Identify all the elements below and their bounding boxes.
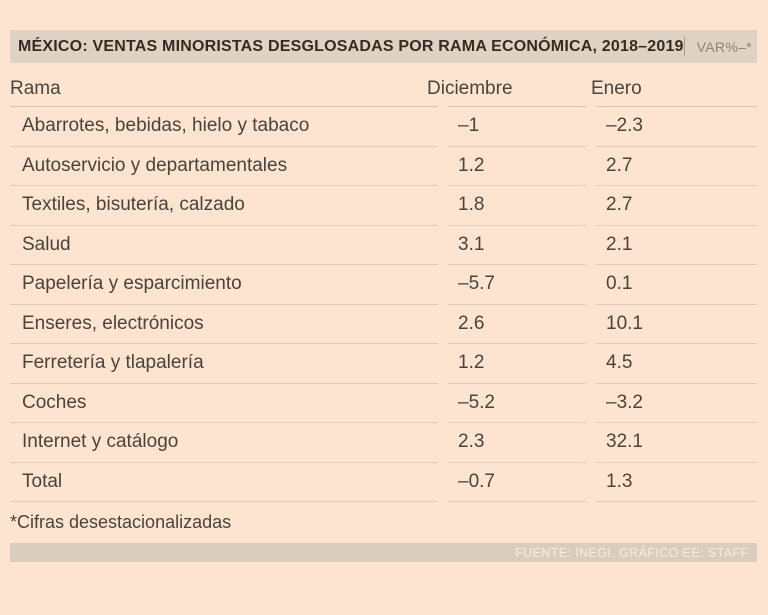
data-table: [10, 63, 757, 502]
table-header-row: [10, 63, 757, 107]
row-diciembre-cell: 3.1: [448, 226, 586, 266]
footnote-text: *Cifras desestacionalizadas: [10, 512, 232, 532]
row-diciembre-cell: –0.7: [448, 463, 586, 503]
column-header-diciembre: [427, 63, 586, 107]
row-rama-cell: Enseres, electrónicos: [10, 305, 438, 345]
row-diciembre-cell: –1: [448, 107, 586, 147]
column-header-enero: [591, 63, 757, 107]
table-row: [10, 423, 757, 463]
table-row: [10, 463, 757, 503]
table-row: [10, 305, 757, 345]
table-row: [10, 344, 757, 384]
row-diciembre-cell: 2.3: [448, 423, 586, 463]
table-row: [10, 147, 757, 187]
table-body: [10, 107, 757, 502]
row-enero-cell: 1.3: [596, 463, 757, 503]
page-title: MÉXICO: VENTAS MINORISTAS DESGLOSADAS POR RAMA ECONÓMICA, 2018–2019: [18, 37, 684, 55]
column-header-rama-label: Rama: [10, 77, 61, 99]
row-rama-cell: Salud: [10, 226, 438, 266]
table-row: [10, 226, 757, 266]
row-diciembre-cell: 1.8: [448, 186, 586, 226]
title-bar: [10, 30, 757, 63]
unit-tag: VAR%–*: [696, 38, 752, 55]
row-enero-cell: 0.1: [596, 265, 757, 305]
row-rama-cell: Internet y catálogo: [10, 423, 438, 463]
column-header-rama: [10, 63, 438, 107]
source-text: FUENTE: INEGI. GRÁFICO EE: STAFF.: [515, 545, 751, 560]
row-enero-cell: 4.5: [596, 344, 757, 384]
row-rama-cell: Papelería y esparcimiento: [10, 265, 438, 305]
row-enero-cell: 2.7: [596, 147, 757, 187]
table-row: [10, 265, 757, 305]
row-enero-cell: –2.3: [596, 107, 757, 147]
row-enero-cell: 10.1: [596, 305, 757, 345]
row-rama-cell: Autoservicio y departamentales: [10, 147, 438, 187]
table-row: [10, 384, 757, 424]
row-diciembre-cell: 1.2: [448, 344, 586, 384]
row-rama-cell: Ferretería y tlapalería: [10, 344, 438, 384]
row-diciembre-cell: 1.2: [448, 147, 586, 187]
row-diciembre-cell: –5.7: [448, 265, 586, 305]
column-header-diciembre-label: Diciembre: [427, 77, 513, 99]
title-unit-group: [684, 37, 752, 56]
row-diciembre-cell: 2.6: [448, 305, 586, 345]
row-rama-cell: Abarrotes, bebidas, hielo y tabaco: [10, 107, 438, 147]
infographic-page: [0, 30, 768, 615]
row-enero-cell: 32.1: [596, 423, 757, 463]
column-header-enero-label: Enero: [591, 77, 642, 99]
table-row: [10, 186, 757, 226]
row-rama-cell: Coches: [10, 384, 438, 424]
row-diciembre-cell: –5.2: [448, 384, 586, 424]
row-enero-cell: 2.7: [596, 186, 757, 226]
row-rama-cell: Total: [10, 463, 438, 503]
row-enero-cell: 2.1: [596, 226, 757, 266]
title-divider: [684, 37, 685, 56]
footnote-row: [10, 502, 757, 543]
row-enero-cell: –3.2: [596, 384, 757, 424]
row-rama-cell: Textiles, bisutería, calzado: [10, 186, 438, 226]
source-bar: [10, 543, 757, 562]
table-row: [10, 107, 757, 147]
